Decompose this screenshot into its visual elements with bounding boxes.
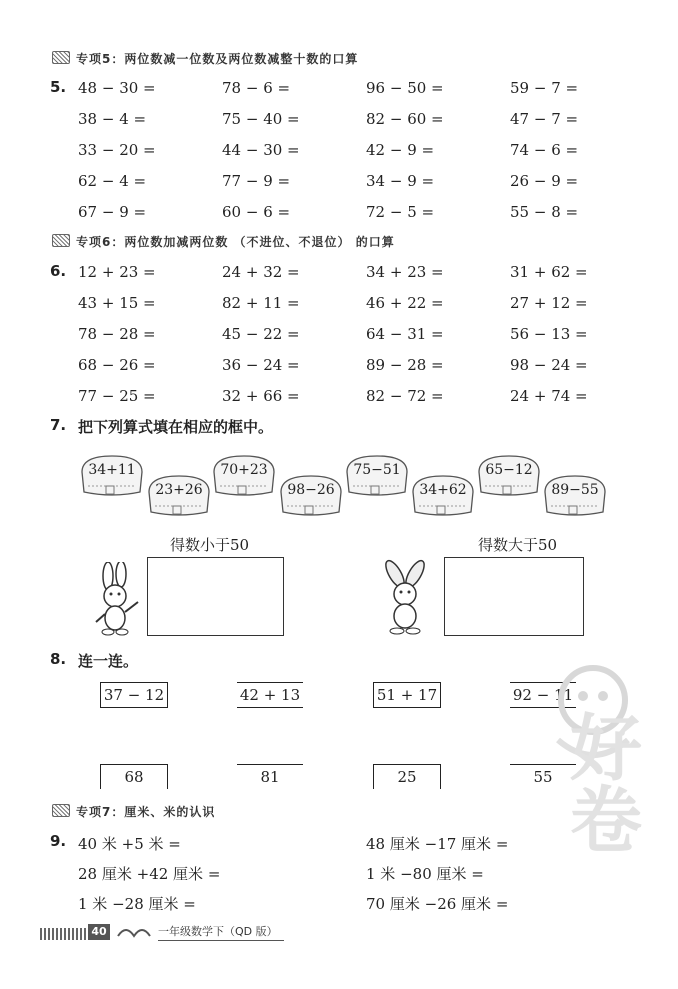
match-top-expression[interactable]: 92 − 11 [510,682,576,708]
house-card[interactable] [475,452,543,498]
equation: 82 − 60 = [366,110,444,128]
equation: 44 − 30 = [222,141,300,159]
equation: 24 + 74 = [510,387,588,405]
section-title: 专项5：两位数减一位数及两位数减整十数的口算 [76,52,359,66]
section-header-5 [52,50,358,67]
equation: 98 − 24 = [510,356,588,374]
rabbit-illustration [88,562,144,642]
house-card[interactable] [145,472,213,518]
answer-box-greater-than-50[interactable] [444,557,584,636]
equation: 89 − 28 = [366,356,444,374]
equation: 1 米 −80 厘米 = [366,865,484,883]
house-card[interactable] [541,472,609,518]
footer-decoration [40,928,86,940]
equation: 34 + 23 = [366,263,444,281]
question-title: 连一连。 [78,652,139,670]
section-header-6 [52,233,395,250]
equation: 26 − 9 = [510,172,579,190]
section-icon [52,804,70,817]
question-title: 把下列算式填在相应的框中。 [78,418,274,436]
match-bottom-value[interactable]: 55 [510,764,576,789]
equation: 68 − 26 = [78,356,156,374]
section-title: 专项7：厘米、米的认识 [76,805,216,819]
match-top-expression[interactable]: 42 + 13 [237,682,303,708]
match-bottom-value[interactable]: 25 [373,764,441,789]
house-expression: 98−26 [287,482,335,498]
house-expression: 75−51 [353,462,401,478]
section-header-7 [52,803,215,820]
equation: 34 − 9 = [366,172,435,190]
match-bottom-value[interactable]: 68 [100,764,168,789]
match-bottom-value[interactable]: 81 [237,764,303,789]
equation: 45 − 22 = [222,325,300,343]
equation: 32 + 66 = [222,387,300,405]
section-title: 专项6：两位数加减两位数 （不进位、不退位） 的口算 [76,235,395,249]
house-card[interactable] [78,452,146,498]
equation: 48 − 30 = [78,79,156,97]
equation: 78 − 28 = [78,325,156,343]
question-number: 7. [50,416,67,434]
equation: 96 − 50 = [366,79,444,97]
house-expression: 65−12 [485,462,533,478]
section-icon [52,234,70,247]
equation: 27 + 12 = [510,294,588,312]
equation: 70 厘米 −26 厘米 = [366,895,509,913]
equation: 12 + 23 = [78,263,156,281]
house-card[interactable] [343,452,411,498]
footer-logo-icon [116,924,156,940]
caption-less-than-50: 得数小于50 [170,536,250,554]
watermark-text: 好卷 [558,710,642,854]
house-card[interactable] [409,472,477,518]
equation: 36 − 24 = [222,356,300,374]
equation: 72 − 5 = [366,203,435,221]
equation: 46 + 22 = [366,294,444,312]
equation: 82 − 72 = [366,387,444,405]
equation: 33 − 20 = [78,141,156,159]
equation: 67 − 9 = [78,203,147,221]
house-card[interactable] [210,452,278,498]
equation: 75 − 40 = [222,110,300,128]
equation: 28 厘米 +42 厘米 = [78,865,221,883]
house-expression: 34+62 [419,482,467,498]
equation: 59 − 7 = [510,79,579,97]
section-icon [52,51,70,64]
equation: 24 + 32 = [222,263,300,281]
caption-greater-than-50: 得数大于50 [478,536,558,554]
house-expression: 23+26 [155,482,203,498]
equation: 55 − 8 = [510,203,579,221]
equation: 62 − 4 = [78,172,147,190]
equation: 1 米 −28 厘米 = [78,895,196,913]
rabbit-illustration [375,558,435,642]
match-top-expression[interactable]: 37 − 12 [100,682,168,708]
house-expression: 34+11 [88,462,136,478]
equation: 64 − 31 = [366,325,444,343]
question-number: 5. [50,78,67,96]
question-number: 9. [50,832,67,850]
equation: 60 − 6 = [222,203,291,221]
equation: 77 − 25 = [78,387,156,405]
house-expression: 70+23 [220,462,268,478]
equation: 48 厘米 −17 厘米 = [366,835,509,853]
page-number: 40 [88,924,110,940]
equation: 82 + 11 = [222,294,300,312]
equation: 56 − 13 = [510,325,588,343]
match-top-expression[interactable]: 51 + 17 [373,682,441,708]
equation: 74 − 6 = [510,141,579,159]
question-number: 6. [50,262,67,280]
equation: 38 − 4 = [78,110,147,128]
book-title: 一年级数学下（QD 版） [158,924,284,941]
equation: 31 + 62 = [510,263,588,281]
watermark-logo [538,660,648,920]
equation: 78 − 6 = [222,79,291,97]
question-number: 8. [50,650,67,668]
equation: 42 − 9 = [366,141,435,159]
equation: 77 − 9 = [222,172,291,190]
equation: 40 米 +5 米 = [78,835,181,853]
equation: 43 + 15 = [78,294,156,312]
house-card[interactable] [277,472,345,518]
equation: 47 − 7 = [510,110,579,128]
answer-box-less-than-50[interactable] [147,557,284,636]
house-expression: 89−55 [551,482,599,498]
